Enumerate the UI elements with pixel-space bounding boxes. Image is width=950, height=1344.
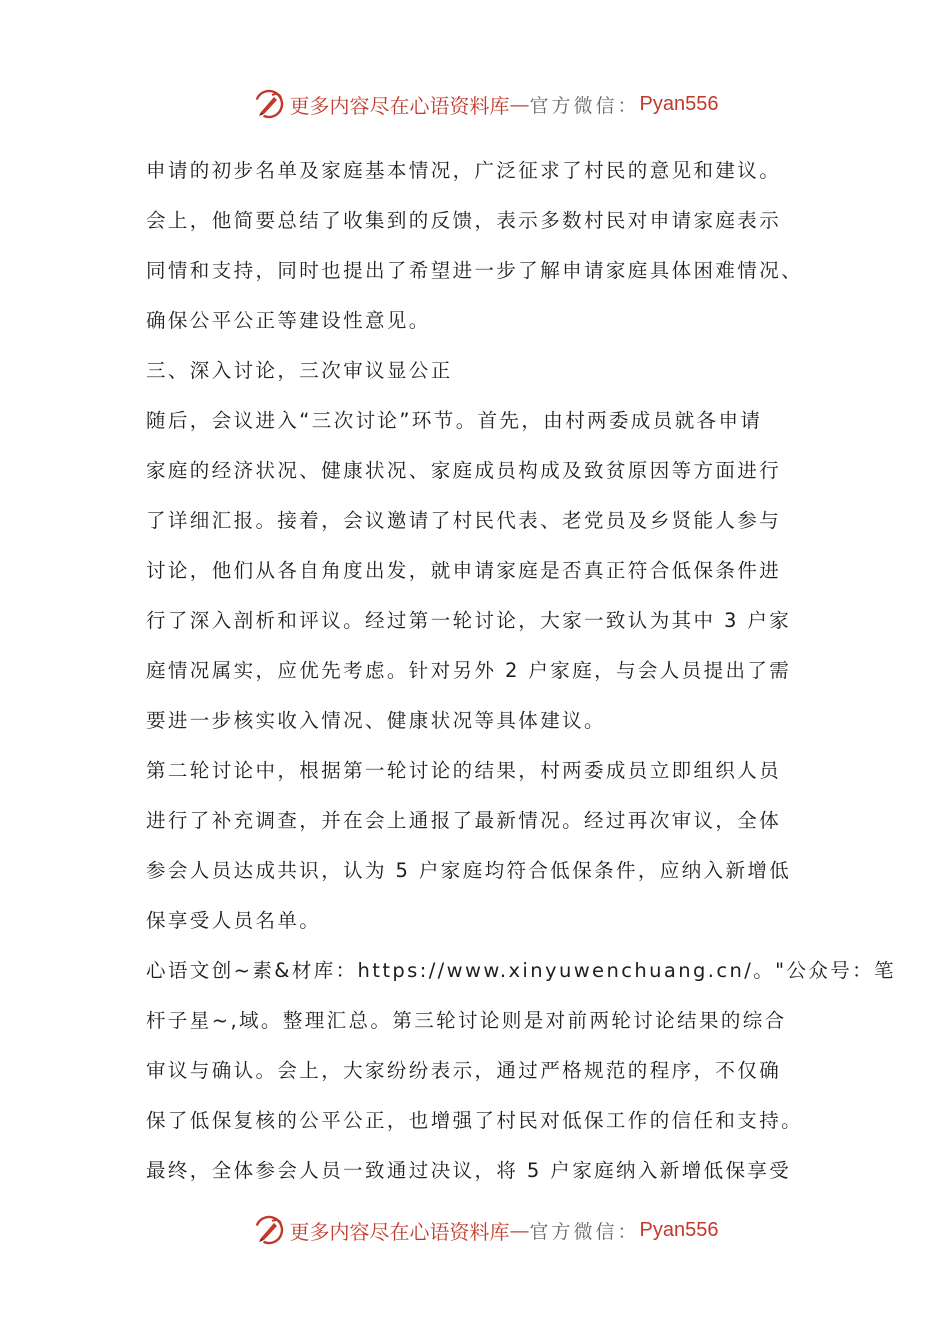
text-line: 审议与确认。会上，大家纷纷表示，通过严格规范的程序，不仅确: [146, 1059, 782, 1082]
text-line: 行了深入剖析和评议。经过第一轮讨论，大家一致认为其中 3 户家: [146, 609, 792, 632]
text-line: 最终，全体参会人员一致通过决议，将 5 户家庭纳入新增低保享受: [146, 1159, 792, 1182]
text-line: 参会人员达成共识，认为 5 户家庭均符合低保条件，应纳入新增低: [146, 859, 792, 882]
watermark-wechat-id: Pyan556: [639, 92, 719, 115]
watermark-wechat-label: 官方微信：: [529, 94, 640, 117]
header-watermark-banner: [0, 84, 950, 124]
header-watermark: [252, 87, 719, 121]
watermark-wechat-label: 官方微信：: [529, 1220, 640, 1243]
pen-logo-icon: [252, 87, 286, 121]
watermark-dash: —: [509, 92, 530, 116]
text-line: 保了低保复核的公平公正，也增强了村民对低保工作的信任和支持。: [146, 1109, 804, 1132]
text-line: 随后，会议进入“三次讨论”环节。首先，由村两委成员就各申请: [146, 409, 763, 432]
text-line: 心语文创~素&材库：https://www.xinyuwenchuang.cn/。"公众号：笔: [146, 959, 896, 982]
text-line: 要进一步核实收入情况、健康状况等具体建议。: [146, 709, 606, 732]
footer-watermark: [252, 1213, 719, 1247]
text-line: 会上，他简要总结了收集到的反馈，表示多数村民对申请家庭表示: [146, 209, 782, 232]
section-heading: 三、深入讨论，三次审议显公正: [146, 359, 453, 382]
text-line: 了详细汇报。接着，会议邀请了村民代表、老党员及乡贤能人参与: [146, 509, 782, 532]
text-line: 第二轮讨论中，根据第一轮讨论的结果，村两委成员立即组织人员: [146, 759, 782, 782]
document-body: [146, 146, 896, 1196]
pen-logo-icon: [252, 1213, 286, 1247]
text-line: 保享受人员名单。: [146, 909, 322, 932]
text-line: 确保公平公正等建设性意见。: [146, 309, 431, 332]
watermark-dash: —: [509, 1218, 530, 1242]
text-line: 进行了补充调查，并在会上通报了最新情况。经过再次审议，全体: [146, 809, 782, 832]
text-line: 讨论，他们从各自角度出发，就申请家庭是否真正符合低保条件进: [146, 559, 782, 582]
text-line: 同情和支持，同时也提出了希望进一步了解申请家庭具体困难情况、: [146, 259, 804, 282]
watermark-title: 更多内容尽在心语资料库: [289, 1219, 510, 1244]
watermark-wechat-id: Pyan556: [639, 1218, 719, 1241]
text-line: 庭情况属实，应优先考虑。针对另外 2 户家庭，与会人员提出了需: [146, 659, 792, 682]
footer-watermark-banner: [0, 1210, 950, 1250]
text-line: 杆子星~,域。整理汇总。第三轮讨论则是对前两轮讨论结果的综合: [146, 1009, 787, 1032]
text-line: 家庭的经济状况、健康状况、家庭成员构成及致贫原因等方面进行: [146, 459, 782, 482]
watermark-title: 更多内容尽在心语资料库: [289, 93, 510, 118]
text-line: 申请的初步名单及家庭基本情况，广泛征求了村民的意见和建议。: [146, 159, 782, 182]
